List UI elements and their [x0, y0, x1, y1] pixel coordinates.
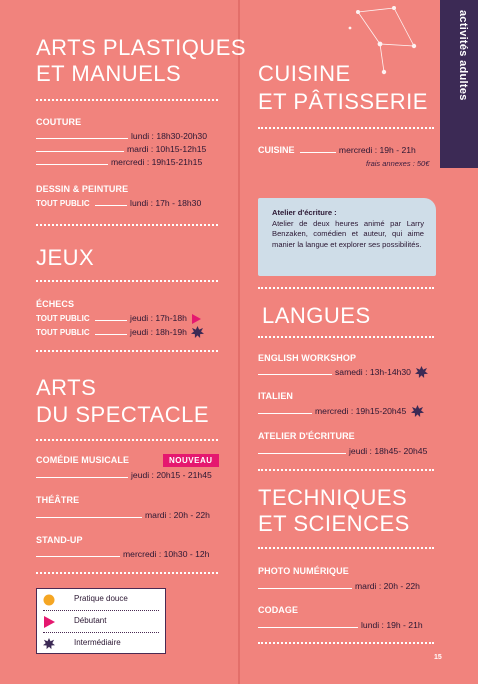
schedule-row: jeudi : 20h15 - 21h45 — [36, 469, 212, 481]
schedule-row: TOUT PUBLIC lundi : 17h - 18h30 — [36, 198, 202, 208]
divider — [258, 469, 434, 471]
section-title-jeux: JEUX — [36, 245, 95, 270]
section-title-cuisine-2: ET PÂTISSERIE — [258, 89, 428, 114]
category-codage: CODAGE — [258, 605, 299, 615]
legend-box — [36, 588, 166, 654]
schedule-row: TOUT PUBLIC jeudi : 17h-18h — [36, 312, 201, 324]
category-photo-numerique: PHOTO NUMÉRIQUE — [258, 566, 349, 576]
fee-note: frais annexes : 50€ — [366, 159, 430, 168]
schedule-row: mardi : 20h - 22h — [258, 580, 420, 592]
section-title-arts-plastiques-1: ARTS PLASTIQUES — [36, 35, 247, 60]
schedule-row: mercredi : 19h15-20h45 — [258, 405, 424, 417]
section-title-cuisine-1: CUISINE — [258, 61, 351, 86]
star-icon — [43, 638, 55, 650]
category-italien: ITALIEN — [258, 391, 294, 401]
schedule-row: CUISINE mercredi : 19h - 21h — [258, 145, 416, 155]
divider — [258, 547, 434, 549]
divider — [36, 99, 218, 101]
section-title-arts-spectacle-2: DU SPECTACLE — [36, 402, 210, 427]
legend-item-pratique-douce: Pratique douce — [37, 589, 165, 610]
legend-item-debutant: Débutant — [37, 611, 165, 632]
note-box — [258, 198, 436, 276]
category-theatre: THÉÂTRE — [36, 495, 80, 505]
section-title-techniques-2: ET SCIENCES — [258, 511, 410, 536]
section-title-arts-plastiques-2: ET MANUELS — [36, 61, 182, 86]
divider — [258, 287, 434, 289]
section-title-langues: LANGUES — [262, 303, 371, 328]
legend-item-intermediaire: Intermédiaire — [37, 633, 165, 654]
schedule-row: lundi : 19h - 21h — [258, 619, 423, 631]
note-text: Atelier de deux heures animé par Larry Benzaken, comédien et auteur, qui aime manier la langue et explorer ses possibilités. — [272, 218, 424, 249]
page-fold — [238, 0, 240, 684]
divider — [36, 572, 218, 574]
category-stand-up: STAND-UP — [36, 535, 83, 545]
category-comedie-musicale: COMÉDIE MUSICALE — [36, 455, 130, 465]
schedule-row: jeudi : 18h45- 20h45 — [258, 445, 427, 457]
category-dessin: DESSIN & PEINTURE — [36, 184, 129, 194]
divider — [36, 350, 218, 352]
nouveau-badge: NOUVEAU — [163, 454, 219, 467]
divider — [258, 642, 434, 644]
section-title-techniques-1: TECHNIQUES — [258, 485, 408, 510]
intermediaire-star-icon — [415, 366, 428, 379]
divider — [36, 280, 218, 282]
circle-icon — [43, 594, 55, 606]
side-tab-label: activités adultes — [457, 10, 469, 101]
category-couture: COUTURE — [36, 117, 82, 127]
schedule-row: mercredi : 10h30 - 12h — [36, 548, 209, 560]
note-title: Atelier d'écriture : — [272, 208, 337, 217]
schedule-row: samedi : 13h-14h30 — [258, 366, 428, 378]
divider — [258, 127, 434, 129]
triangle-icon — [43, 616, 55, 628]
divider — [36, 439, 218, 441]
category-atelier-ecriture: ATELIER D'ÉCRITURE — [258, 431, 355, 441]
intermediaire-star-icon — [191, 326, 204, 339]
category-english-workshop: ENGLISH WORKSHOP — [258, 353, 357, 363]
schedule-row: mardi : 10h15-12h15 — [36, 143, 206, 155]
page-number: 15 — [434, 654, 442, 661]
debutant-triangle-icon — [192, 314, 201, 324]
category-echecs: ÉCHECS — [36, 299, 75, 309]
divider — [36, 224, 218, 226]
schedule-row: mardi : 20h - 22h — [36, 509, 210, 521]
schedule-row: lundi : 18h30-20h30 — [36, 130, 207, 142]
schedule-row: mercredi : 19h15-21h15 — [36, 156, 202, 168]
section-title-arts-spectacle-1: ARTS — [36, 375, 97, 400]
divider — [258, 336, 434, 338]
schedule-row: TOUT PUBLIC jeudi : 18h-19h — [36, 326, 204, 338]
intermediaire-star-icon — [411, 405, 424, 418]
